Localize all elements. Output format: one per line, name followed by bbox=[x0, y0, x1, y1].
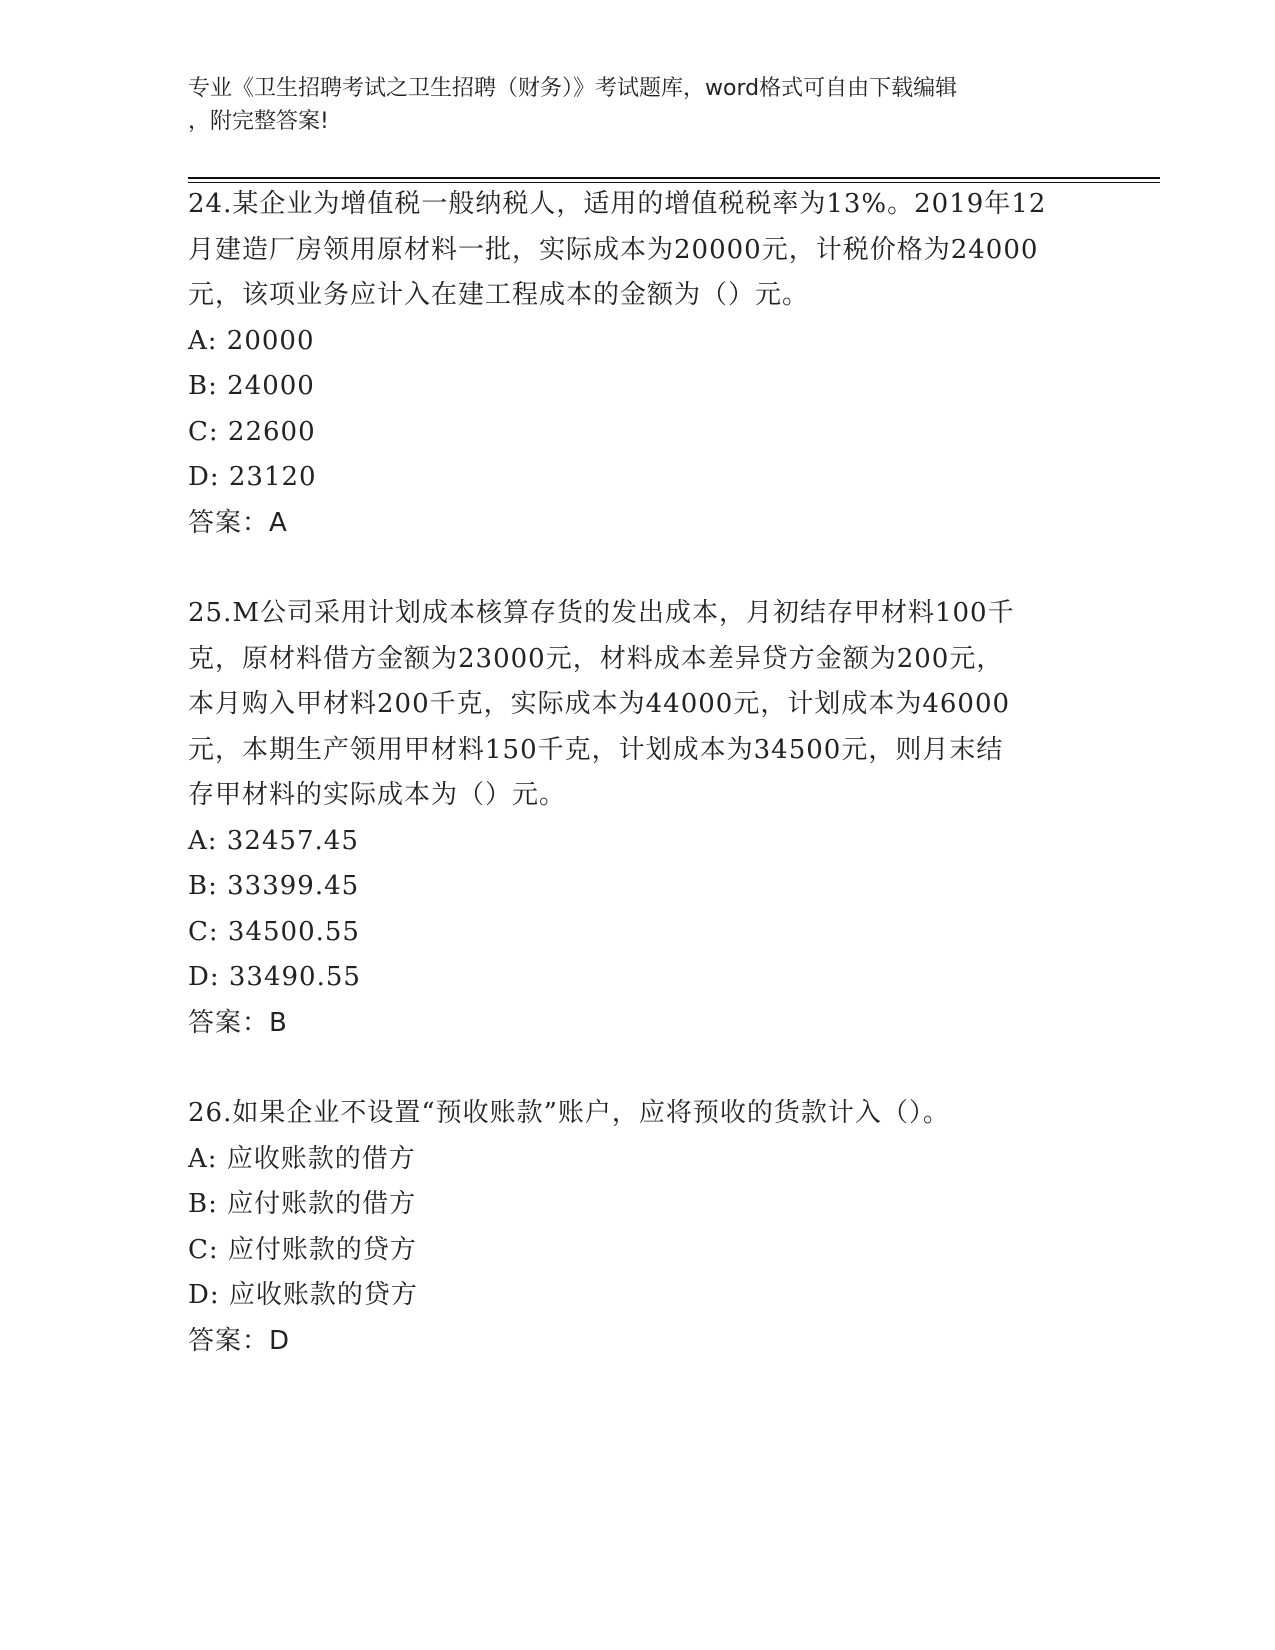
question-stem-line: 26.如果企业不设置“预收账款”账户，应将预收的货款计入（）。 bbox=[188, 1098, 950, 1128]
question-stem-line: 元，本期生产领用甲材料150千克，计划成本为34500元，则月末结 bbox=[188, 734, 1004, 765]
option-b: B: 应付账款的借方 bbox=[188, 1189, 417, 1219]
option-c: C: 34500.55 bbox=[188, 916, 360, 947]
option-d: D: 33490.55 bbox=[188, 962, 361, 992]
option-c: C: 22600 bbox=[188, 416, 316, 447]
document-header bbox=[188, 72, 1088, 138]
option-a: A: 应收账款的借方 bbox=[188, 1143, 416, 1174]
answer-label: 答案：A bbox=[188, 507, 288, 538]
header-line: 专业《卫生招聘考试之卫生招聘（财务）》考试题库，word格式可自由下载编辑 bbox=[188, 76, 958, 101]
question-stem-line: 克，原材料借方金额为23000元，材料成本差异贷方金额为200元， bbox=[188, 643, 1004, 674]
question-24 bbox=[188, 182, 1088, 546]
option-c: C: 应付账款的贷方 bbox=[188, 1234, 417, 1265]
header-divider-thick bbox=[188, 177, 1160, 179]
option-d: D: 应收账款的贷方 bbox=[188, 1280, 418, 1310]
option-a: A: 32457.45 bbox=[188, 825, 359, 856]
option-b: B: 24000 bbox=[188, 371, 315, 401]
question-stem-line: 元，该项业务应计入在建工程成本的金额为（）元。 bbox=[188, 280, 810, 310]
question-25 bbox=[188, 591, 1088, 1046]
question-stem-line: 存甲材料的实际成本为（）元。 bbox=[188, 780, 567, 810]
answer-label: 答案：B bbox=[188, 1007, 288, 1038]
question-stem-line: 25.M公司采用计划成本核算存货的发出成本，月初结存甲材料100千 bbox=[188, 598, 1015, 628]
question-stem-line: 月建造厂房领用原材料一批，实际成本为20000元，计税价格为24000 bbox=[188, 234, 1039, 265]
answer-label: 答案：D bbox=[188, 1325, 291, 1356]
question-stem-line: 24.某企业为增值税一般纳税人，适用的增值税税率为13%。2019年12 bbox=[188, 189, 1047, 219]
option-d: D: 23120 bbox=[188, 462, 317, 492]
option-a: A: 20000 bbox=[188, 325, 315, 356]
header-line: ，附完整答案! bbox=[188, 109, 329, 134]
option-b: B: 33399.45 bbox=[188, 871, 360, 901]
question-26 bbox=[188, 1091, 1088, 1364]
question-stem-line: 本月购入甲材料200千克，实际成本为44000元，计划成本为46000 bbox=[188, 689, 1011, 719]
